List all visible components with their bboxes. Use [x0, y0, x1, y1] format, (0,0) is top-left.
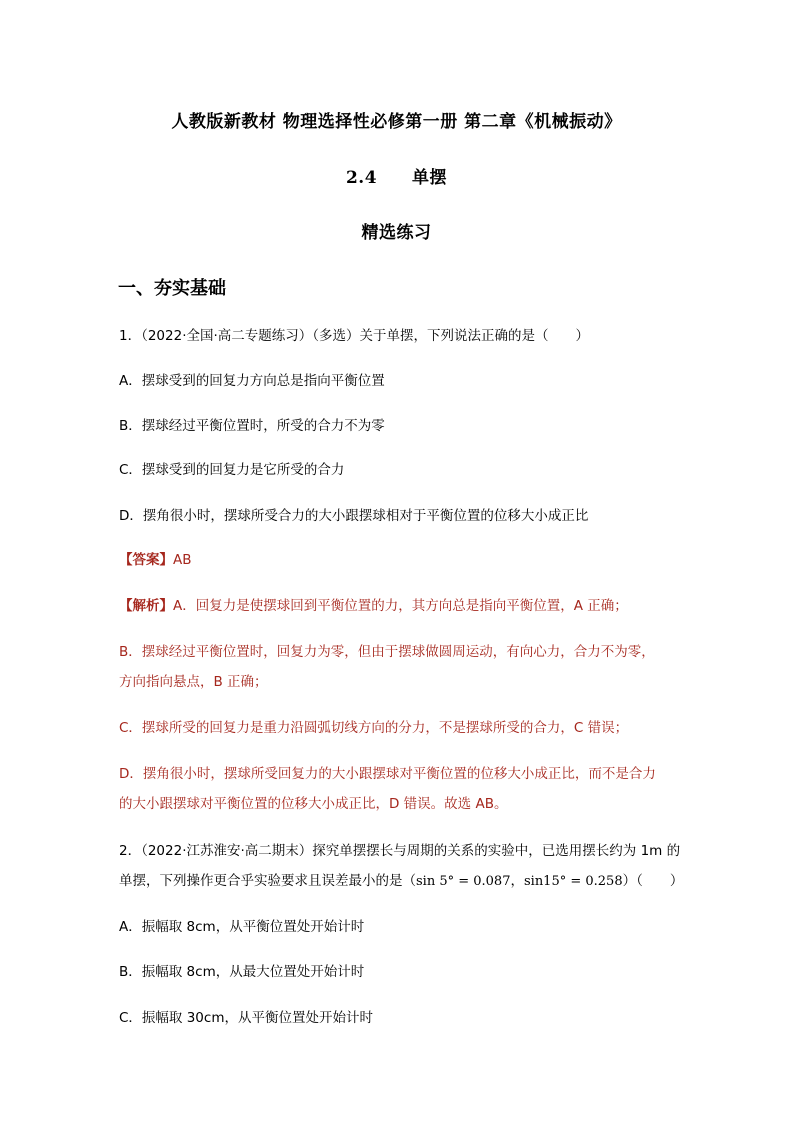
- q2-option-c: C．振幅取 30cm，从平衡位置处开始计时: [119, 1010, 373, 1026]
- q2-math-separator: ，: [510, 873, 524, 889]
- q1-analysis-b2: 方向指向悬点，B 正确；: [119, 674, 268, 690]
- analysis-a-text: A．回复力是使摆球回到平衡位置的力，其方向总是指向平衡位置，A 正确；: [173, 598, 628, 614]
- q2-stem-line1: 2．（2022·江苏淮安·高二期末）探究单摆摆长与周期的关系的实验中，已选用摆长约为 1m 的: [119, 843, 681, 859]
- q2-stem-prefix: 单摆，下列操作更合乎实验要求且误差最小的是（: [119, 873, 416, 889]
- q1-analysis-a: [119, 597, 628, 615]
- q1-option-c: C．摆球受到的回复力是它所受的合力: [119, 462, 345, 478]
- q1-option-b: B．摆球经过平衡位置时，所受的合力不为零: [119, 418, 385, 434]
- section-heading: 一、夯实基础: [118, 278, 226, 299]
- q2-option-b: B．振幅取 8cm，从最大位置处开始计时: [119, 964, 365, 980]
- book-title: 人教版新教材 物理选择性必修第一册 第二章《机械振动》: [171, 112, 622, 132]
- q2-stem-suffix: ）（ ）: [622, 873, 684, 889]
- q1-analysis-d1: D．摆角很小时，摆球所受回复力的大小跟摆球对平衡位置的位移大小成正比，而不是合力: [119, 766, 656, 782]
- q1-option-d: D．摆角很小时，摆球所受合力的大小跟摆球相对于平衡位置的位移大小成正比: [119, 508, 589, 524]
- q1-analysis-d2: 的大小跟摆球对平衡位置的位移大小成正比，D 错误。故选 AB。: [119, 796, 508, 812]
- lesson-title: 2.4 单摆: [345, 168, 448, 188]
- analysis-tag: 【解析】: [119, 598, 173, 614]
- q2-math-sin5: sin 5° = 0.087: [416, 874, 511, 889]
- q2-math-sin15: sin15° = 0.258: [523, 874, 623, 889]
- q1-analysis-c: C．摆球所受的回复力是重力沿圆弧切线方向的分力，不是摆球所受的合力，C 错误；: [119, 720, 629, 736]
- q2-stem-line2: [119, 872, 683, 891]
- q1-stem: 1．（2022·全国·高二专题练习）（多选）关于单摆，下列说法正确的是（ ）: [119, 328, 590, 344]
- q1-option-a: A．摆球受到的回复力方向总是指向平衡位置: [119, 373, 385, 389]
- q2-option-a: A．振幅取 8cm，从平衡位置处开始计时: [119, 919, 365, 935]
- subtitle: 精选练习: [361, 223, 432, 243]
- answer-tag: 【答案】: [119, 552, 173, 568]
- q1-answer: [119, 551, 192, 569]
- answer-value: AB: [173, 552, 192, 568]
- q1-analysis-b1: B．摆球经过平衡位置时，回复力为零，但由于摆球做圆周运动，有向心力，合力不为零，: [119, 644, 655, 660]
